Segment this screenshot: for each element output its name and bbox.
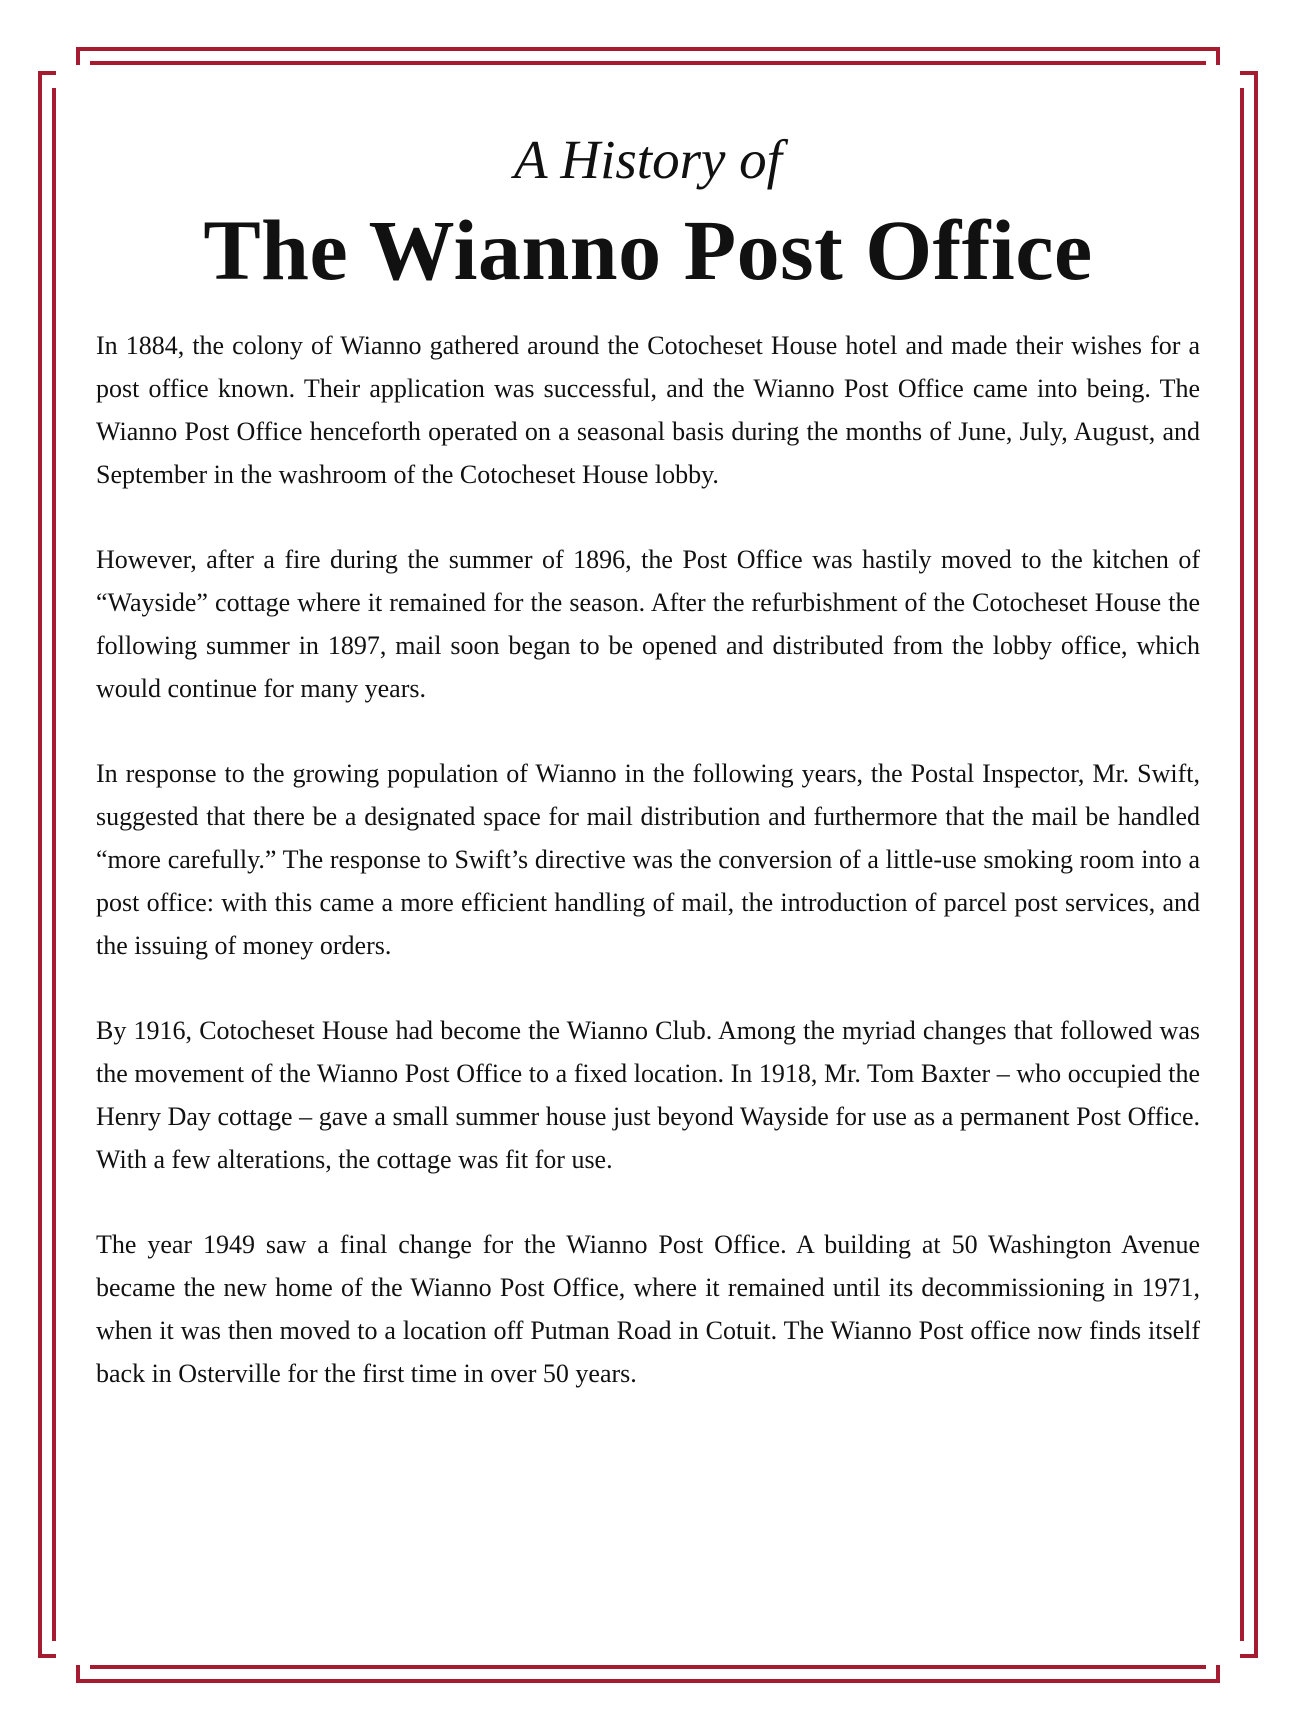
paragraph-postal-inspector: In response to the growing population of Wianno in the following years, the Postal Inspector, Mr. Swift, suggested that there be a designated space for mail distribution and furthermore that the mail be handled “more carefully.” The response to Swift’s directive was the conversion of a little-use smoking room into a post office: with this came a more efficient handling of mail, the introduction of parcel post services, and the issuing of money orders. [96, 759, 1200, 960]
paragraph-1884: In 1884, the colony of Wianno gathered around the Cotocheset House hotel and made their wishes for a post office known. Their application was successful, and the Wianno Post Office came into being. The Wianno Post Office henceforth operated on a seasonal basis during the months of June, July, August, and September in the washroom of the Cotocheset House lobby. [96, 331, 1200, 489]
document-subtitle: A History of [514, 129, 782, 190]
paragraph-1949: The year 1949 saw a final change for the Wianno Post Office. A building at 50 Washington Avenue became the new home of the Wianno Post Office, where it remained until its decommissioning in 1971, when it was then moved to a location off Putman Road in Cotuit. The Wianno Post office now finds itself back in Osterville for the first time in over 50 years. [96, 1230, 1200, 1388]
paragraph-1916: By 1916, Cotocheset House had become the Wianno Club. Among the myriad changes that followed was the movement of the Wianno Post Office to a fixed location. In 1918, Mr. Tom Baxter – who occupied the Henry Day cottage – gave a small summer house just beyond Wayside for use as a permanent Post Office. With a few alterations, the cottage was fit for use. [96, 1016, 1200, 1174]
paragraph-1896: However, after a fire during the summer of 1896, the Post Office was hastily moved to the kitchen of “Wayside” cottage where it remained for the season. After the refurbishment of the Cotocheset House the following summer in 1897, mail soon began to be opened and distributed from the lobby office, which would continue for many years. [96, 545, 1200, 703]
document-title: The Wianno Post Office [203, 202, 1093, 298]
document-body [96, 128, 1200, 1437]
